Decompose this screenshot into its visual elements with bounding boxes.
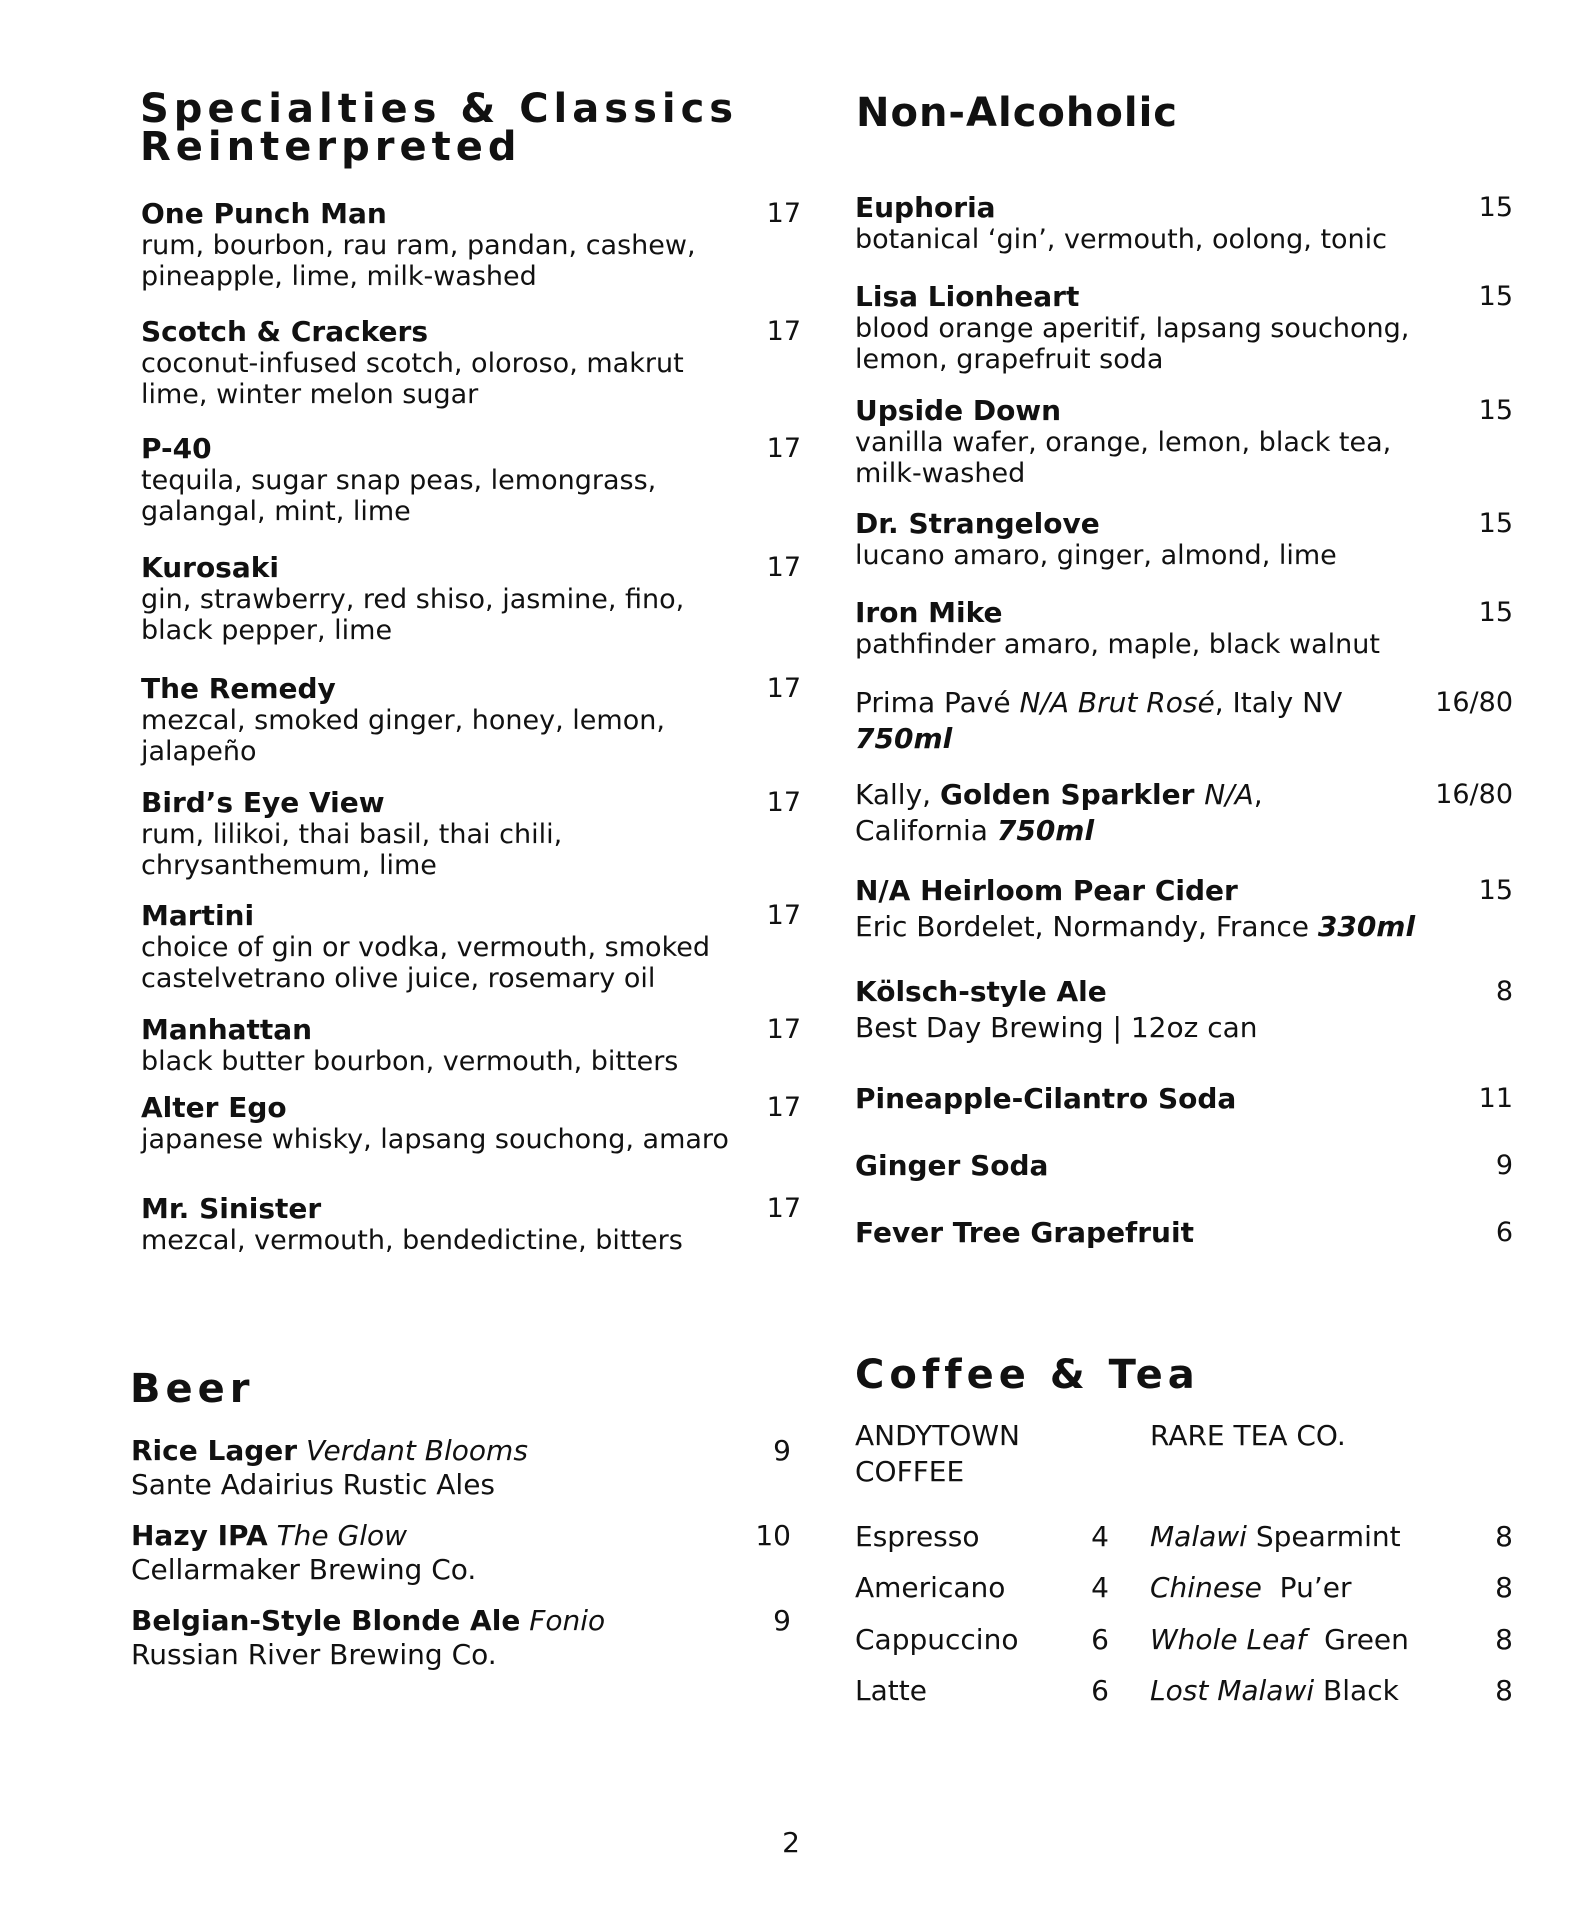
tea-price: 8 [1495,1571,1513,1604]
beer-price: 9 [773,1434,791,1467]
drink-name: Scotch & Crackers [141,315,429,348]
drink-description: rum, bourbon, rau ram, pandan, cashew, pineapple, lime, milk-washed [141,230,696,292]
tea-item [1150,1520,1401,1554]
tea-name: Spearmint [1246,1520,1401,1553]
drink-description: rum, lilikoi, thai basil, thai chili, chrysanthemum, lime [141,819,563,881]
tea-origin: Whole Leaf [1150,1623,1307,1656]
list-item [131,1519,791,1587]
drink-price: 17 [766,1014,801,1045]
drink-description: choice of gin or vodka, vermouth, smoked castelvetrano olive juice, rosemary oil [141,932,710,994]
beer-style: Rice Lager [131,1434,298,1467]
list-item [141,1193,801,1256]
wine-size: 750ml [996,814,1095,847]
drink-name: Martini [141,899,255,932]
tea-origin: Lost Malawi [1150,1674,1315,1707]
coffee-heading-line1: ANDYTOWN [855,1419,1021,1452]
drink-description: gin, strawberry, red shiso, jasmine, fino, black pepper, lime [141,584,685,646]
wine-name: Golden Sparkler [939,778,1205,811]
wine-region-comma: , [1253,778,1263,811]
drink-price: 17 [766,673,801,704]
ale-price: 8 [1495,976,1513,1007]
list-item [141,673,801,767]
wine-item-kally [855,777,1513,849]
tea-origin: Malawi [1150,1520,1247,1553]
drink-price: 15 [1478,192,1513,223]
beer-style: Hazy IPA [131,1519,268,1552]
beer-price: 10 [755,1519,791,1552]
drink-name: Kurosaki [141,551,279,584]
soda-item [855,1215,1513,1251]
drink-description: tequila, sugar snap peas, lemongrass, galangal, mint, lime [141,465,657,527]
coffee-tea-title: Coffee & Tea [855,1352,1200,1398]
drink-description: blood orange aperitif, lapsang souchong, lemon, grapefruit soda [855,313,1410,375]
beer-name: Verdant Blooms [305,1434,528,1467]
coffee-price: 6 [1091,1623,1109,1656]
drink-description: mezcal, smoked ginger, honey, lemon, jalapeño [141,705,665,767]
drink-description: botanical ‘gin’, vermouth, oolong, tonic [855,224,1388,255]
beer-brewery: Cellarmaker Brewing Co. [131,1553,477,1586]
ale-item [855,974,1513,1046]
drink-price: 17 [766,316,801,347]
drink-description: coconut-infused scotch, oloroso, makrut lime, winter melon sugar [141,348,684,410]
page-number: 2 [782,1826,800,1859]
wine-region: California [855,814,997,847]
drink-price: 15 [1478,597,1513,628]
non-alcoholic-title: Non-Alcoholic [856,90,1178,136]
cider-name: N/A Heirloom Pear Cider [855,874,1238,907]
drink-price: 15 [1478,281,1513,312]
drink-name: Iron Mike [855,596,1003,629]
beer-title: Beer [130,1366,255,1412]
list-item [855,508,1513,571]
list-item [141,433,801,527]
cider-item [855,873,1513,945]
beer-brewery: Russian River Brewing Co. [131,1638,497,1671]
list-item [141,1092,801,1155]
specialties-title-line1: Specialties & Classics [140,86,739,132]
tea-price: 8 [1495,1623,1513,1656]
specialties-title [140,86,739,170]
tea-name: Black [1314,1674,1399,1707]
coffee-heading [855,1418,1020,1490]
drink-description: pathfinder amaro, maple, black walnut [855,629,1380,660]
soda-item [855,1148,1513,1184]
tea-price: 8 [1495,1520,1513,1553]
coffee-heading-line2: COFFEE [855,1455,965,1488]
drink-price: 15 [1478,395,1513,426]
drink-price: 17 [766,900,801,931]
wine-na-label: N/A [1204,778,1254,811]
beer-price: 9 [773,1604,791,1637]
wine-producer: Prima Pavé [855,686,1020,719]
ale-description: Best Day Brewing | 12oz can [855,1011,1258,1044]
wine-name: N/A Brut Rosé [1019,686,1215,719]
soda-price: 11 [1478,1083,1513,1114]
drink-name: One Punch Man [141,197,387,230]
drink-name: The Remedy [141,672,336,705]
soda-item [855,1081,1513,1117]
beer-name: Fonio [529,1604,606,1637]
drink-name: Upside Down [855,394,1062,427]
list-item [855,597,1513,660]
drink-name: P-40 [141,432,212,465]
wine-producer: Kally, [855,778,940,811]
list-item [855,192,1513,255]
drink-name: Lisa Lionheart [855,280,1080,313]
drink-name: Bird’s Eye View [141,786,385,819]
drink-description: mezcal, vermouth, bendedictine, bitters [141,1225,683,1256]
list-item [141,316,801,410]
soda-price: 6 [1495,1217,1513,1248]
wine-price: 16/80 [1435,687,1513,718]
beer-style: Belgian-Style Blonde Ale [131,1604,521,1637]
soda-price: 9 [1495,1150,1513,1181]
specialties-title-line2: Reinterpreted [140,124,522,170]
wine-item-prima [855,685,1513,757]
list-item [141,900,801,994]
tea-item [1150,1571,1351,1605]
drink-name: Manhattan [141,1013,313,1046]
list-item [131,1434,791,1502]
wine-size: 750ml [855,722,953,755]
list-item [855,395,1513,489]
wine-region: , Italy NV [1214,686,1343,719]
drink-price: 17 [766,433,801,464]
tea-heading: RARE TEA CO. [1150,1419,1346,1452]
tea-name: Green [1306,1623,1409,1656]
beer-brewery: Sante Adairius Rustic Ales [131,1468,496,1501]
coffee-name: Cappuccino [855,1623,1019,1656]
drink-description: black butter bourbon, vermouth, bitters [141,1046,679,1077]
list-item [131,1604,791,1672]
drink-description: japanese whisky, lapsang souchong, amaro [141,1124,729,1155]
tea-origin: Chinese [1150,1571,1262,1604]
drink-name: Alter Ego [141,1091,287,1124]
coffee-name: Latte [855,1674,927,1707]
drink-price: 17 [766,1092,801,1123]
coffee-price: 6 [1091,1674,1109,1707]
list-item [141,552,801,646]
drink-price: 15 [1478,508,1513,539]
cider-size: 330ml [1317,910,1416,943]
list-item [141,1014,801,1077]
soda-name: Ginger Soda [855,1149,1049,1182]
coffee-price: 4 [1091,1520,1109,1553]
drink-price: 17 [766,198,801,229]
drink-name: Dr. Strangelove [855,507,1100,540]
list-item [141,787,801,881]
drink-name: Mr. Sinister [141,1192,322,1225]
tea-name: Pu’er [1261,1571,1352,1604]
drink-price: 17 [766,552,801,583]
tea-price: 8 [1495,1674,1513,1707]
ale-name: Kölsch-style Ale [855,975,1107,1008]
list-item [141,198,801,292]
tea-item [1150,1623,1409,1657]
drink-price: 17 [766,1193,801,1224]
coffee-name: Espresso [855,1520,980,1553]
list-item [855,281,1513,375]
tea-item [1150,1674,1399,1708]
soda-name: Pineapple-Cilantro Soda [855,1082,1237,1115]
soda-name: Fever Tree Grapefruit [855,1216,1194,1249]
drink-description: lucano amaro, ginger, almond, lime [855,540,1337,571]
coffee-name: Americano [855,1571,1006,1604]
wine-price: 16/80 [1435,779,1513,810]
drink-name: Euphoria [855,191,996,224]
beer-name: The Glow [276,1519,408,1552]
drink-description: vanilla wafer, orange, lemon, black tea, milk-washed [855,427,1392,489]
coffee-price: 4 [1091,1571,1109,1604]
cider-producer: Eric Bordelet, Normandy, France [855,910,1318,943]
cider-price: 15 [1478,875,1513,906]
drink-price: 17 [766,787,801,818]
